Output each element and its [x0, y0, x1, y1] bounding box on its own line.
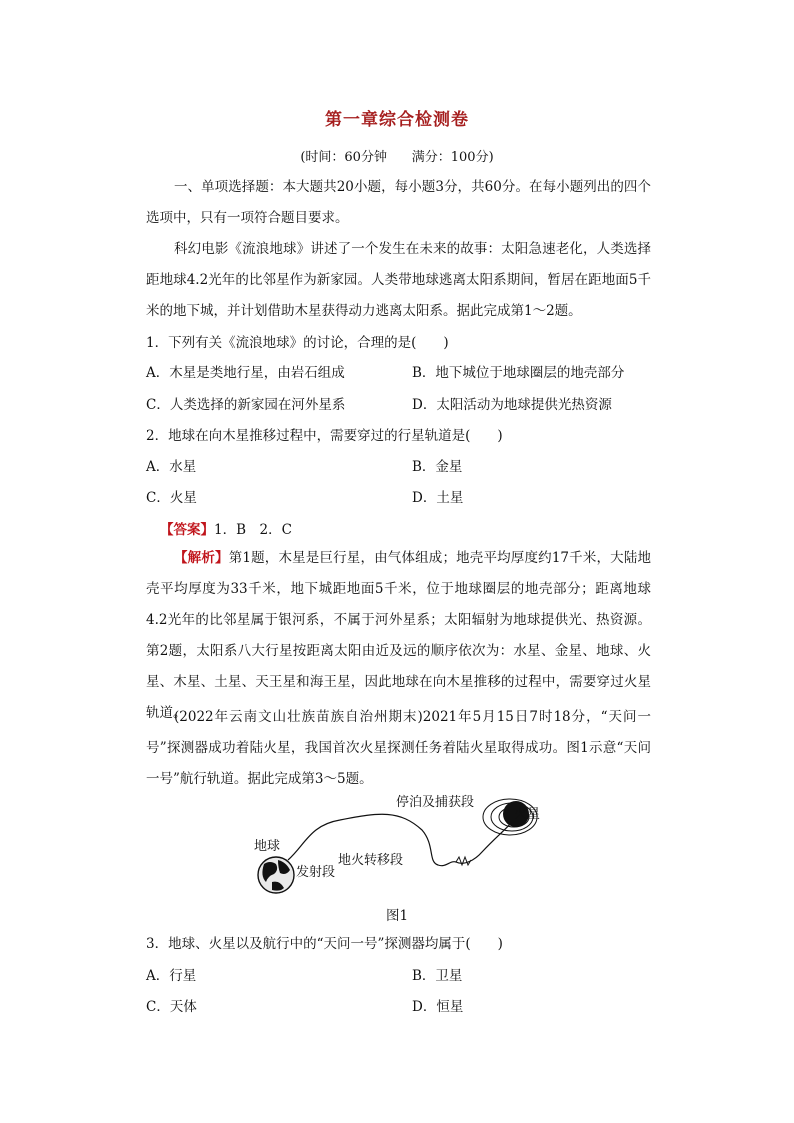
q3-option-a: A．行星	[146, 968, 197, 984]
q2-option-d: D．土星	[412, 490, 464, 506]
q1-option-d: D．太阳活动为地球提供光热资源	[412, 397, 612, 413]
q1-option-a: A．木星是类地行星，由岩石组成	[146, 365, 345, 381]
answer-tag: 【答案】	[160, 522, 214, 538]
q2-option-c: C．火星	[146, 490, 197, 506]
label-launch-phase: 发射段	[296, 865, 336, 880]
q3-option-c: C．天体	[146, 999, 197, 1015]
question-1-stem: 1．下列有关《流浪地球》的讨论，合理的是( )	[146, 335, 449, 351]
q1-option-b: B．地下城位于地球圈层的地壳部分	[412, 365, 625, 381]
passage-1: 科幻电影《流浪地球》讲述了一个发生在未来的故事：太阳急速老化，人类选择距地球4.2光年的比邻星作为新家园。人类带地球逃离太阳系期间，暂居在距地面5千米的地下城，并计划借助木星获得动力逃离太阳系。据此完成第1～2题。	[146, 241, 651, 319]
orbit-figure	[250, 790, 560, 900]
q2-option-b: B．金星	[412, 459, 463, 475]
question-3-stem: 3．地球、火星以及航行中的“天问一号”探测器均属于( )	[146, 936, 503, 952]
analysis-text: 第1题，木星是巨行星，由气体组成；地壳平均厚度约17千米，大陆地壳平均厚度为33千米，地下城距地面5千米，位于地球圈层的地壳部分；距离地球4.2光年的比邻星属于银河系，不属于河外星系；太阳辐射为地球提供光、热资源。第2题，太阳系八大行星按距离太阳由近及远的顺序依次为：水星、金星、地球、火星、木星、土星、天王星和海王星，因此地球在向木星推移的过程中，需要穿过火星轨道。	[146, 550, 651, 721]
passage-2: (2022年云南文山壮族苗族自治州期末)2021年5月15日7时18分，“天问一号”探测器成功着陆火星，我国首次火星探测任务着陆火星取得成功。图1示意“天问一号”航行轨道。据此完成第3～5题。	[146, 709, 651, 787]
earth-globe-icon	[258, 857, 294, 893]
figure-caption: 图1	[385, 908, 409, 924]
label-earth-mars-transfer: 地火转移段	[338, 853, 404, 868]
q2-option-a: A．水星	[146, 459, 197, 475]
q3-option-b: B．卫星	[412, 968, 463, 984]
answer-text: 1．B 2．C	[214, 522, 292, 538]
label-parking-capture: 停泊及捕获段	[396, 795, 475, 810]
question-2-stem: 2．地球在向木星推移过程中，需要穿过的行星轨道是( )	[146, 428, 503, 444]
q3-option-d: D．恒星	[412, 999, 464, 1015]
page-title: 第一章综合检测卷	[325, 110, 469, 130]
section-instructions: 一、单项选择题：本大题共20小题，每小题3分，共60分。在每小题列出的四个选项中，只有一项符合题目要求。	[146, 179, 651, 226]
q1-option-c: C．人类选择的新家园在河外星系	[146, 397, 346, 413]
label-earth: 地球	[254, 839, 281, 854]
trajectory-correction-mark	[456, 857, 471, 865]
answer-line	[160, 520, 292, 540]
analysis-tag: 【解析】	[174, 550, 229, 566]
exam-info: (时间：60分钟 满分：100分)	[300, 150, 494, 165]
label-mars: 火星	[514, 807, 541, 822]
